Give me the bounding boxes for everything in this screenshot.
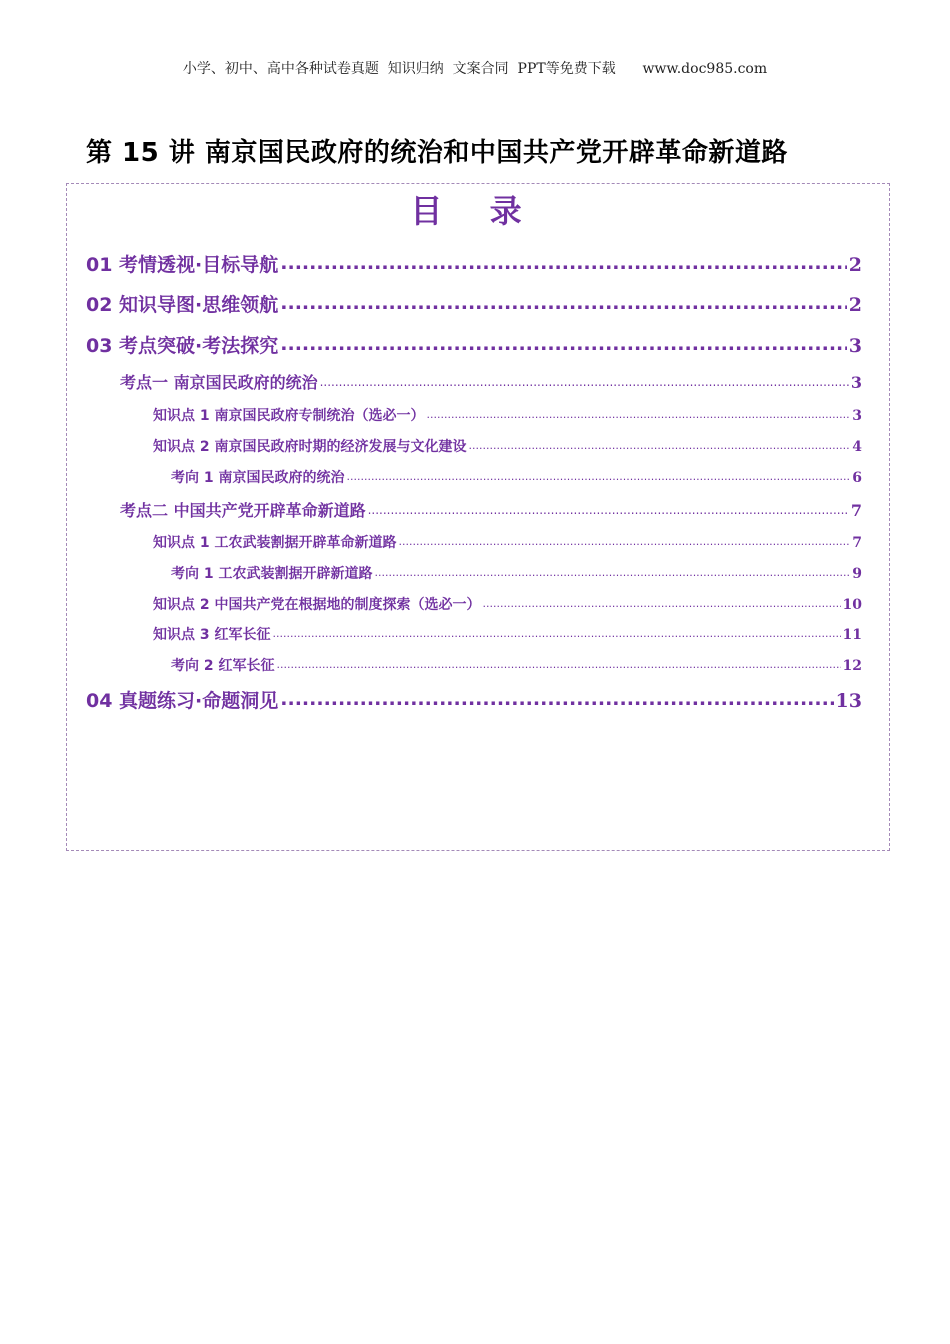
toc-entry-04[interactable] [86, 686, 862, 713]
toc-entry-page: 10 [842, 597, 862, 613]
toc-entry-label: 01 考情透视·目标导航 [86, 254, 279, 276]
toc-entry-page: 3 [852, 408, 862, 424]
toc-entry-page: 4 [852, 439, 862, 455]
toc-entry-label: 考点二 中国共产党开辟革命新道路 [120, 501, 366, 520]
toc-leader-dots [277, 658, 841, 671]
toc-entry-kaodian-2[interactable] [120, 498, 862, 521]
toc-entry-label: 知识点 2 南京国民政府时期的经济发展与文化建设 [153, 439, 467, 455]
toc-leader-dots [399, 535, 851, 548]
page-header: 小学、初中、高中各种试卷真题 知识归纳 文案合同 PPT等免费下载 www.doc985.com [182, 61, 768, 77]
toc-entry-label: 考向 1 南京国民政府的统治 [171, 470, 345, 486]
toc-leader-dots [375, 566, 851, 579]
toc-entry-label: 知识点 1 南京国民政府专制统治（选必一） [153, 408, 425, 424]
toc-entry-kaoxiang-2-2[interactable] [171, 655, 862, 675]
toc-entry-label: 考点一 南京国民政府的统治 [120, 373, 318, 392]
toc-entry-page: 13 [835, 690, 862, 712]
toc-entry-02[interactable] [86, 290, 862, 317]
toc-entry-page: 12 [842, 658, 862, 674]
toc-entry-label: 考向 2 红军长征 [171, 658, 275, 674]
toc-entry-label: 03 考点突破·考法探究 [86, 335, 279, 357]
toc-leader-dots [273, 627, 841, 640]
toc-entry-page: 6 [852, 470, 862, 486]
toc-entry-label: 知识点 2 中国共产党在根据地的制度探索（选必一） [153, 597, 481, 613]
toc-entry-zhishidian-1-1[interactable] [153, 405, 862, 425]
toc-entry-page: 7 [850, 501, 862, 520]
toc-entry-page: 11 [842, 627, 862, 643]
toc-leader-dots [280, 688, 833, 710]
toc-entry-label: 知识点 3 红军长征 [153, 627, 271, 643]
toc-leader-dots [280, 333, 846, 355]
toc-leader-dots [368, 503, 849, 517]
toc-entry-page: 3 [848, 335, 862, 357]
toc-entry-label: 02 知识导图·思维领航 [86, 294, 279, 316]
toc-entry-label: 04 真题练习·命题洞见 [86, 690, 279, 712]
toc-leader-dots [469, 439, 851, 452]
toc-heading: 目 录 [410, 192, 540, 230]
toc-entry-page: 9 [852, 566, 862, 582]
toc-entry-page: 3 [850, 373, 862, 392]
document-title: 第 15 讲 南京国民政府的统治和中国共产党开辟革命新道路 [86, 138, 788, 168]
toc-leader-dots [280, 252, 846, 274]
toc-entry-label: 考向 1 工农武装割据开辟新道路 [171, 566, 373, 582]
toc-leader-dots [280, 292, 846, 314]
toc-entry-kaoxiang-2-1[interactable] [171, 563, 862, 583]
toc-entry-03[interactable] [86, 331, 862, 358]
toc-entry-01[interactable] [86, 250, 862, 277]
toc-leader-dots [320, 375, 849, 389]
toc-entry-page: 2 [848, 294, 862, 316]
toc-entry-zhishidian-1-2[interactable] [153, 436, 862, 456]
toc-leader-dots [347, 470, 851, 483]
toc-entry-kaoxiang-1-1[interactable] [171, 467, 862, 487]
toc-entry-zhishidian-2-2[interactable] [153, 594, 862, 614]
toc-leader-dots [483, 597, 841, 610]
toc-entry-page: 7 [852, 535, 862, 551]
toc-entry-zhishidian-2-3[interactable] [153, 624, 862, 644]
toc-entry-zhishidian-2-1[interactable] [153, 532, 862, 552]
toc-entry-page: 2 [848, 254, 862, 276]
toc-entry-kaodian-1[interactable] [120, 370, 862, 393]
toc-leader-dots [427, 408, 851, 421]
toc-entry-label: 知识点 1 工农武装割据开辟革命新道路 [153, 535, 397, 551]
